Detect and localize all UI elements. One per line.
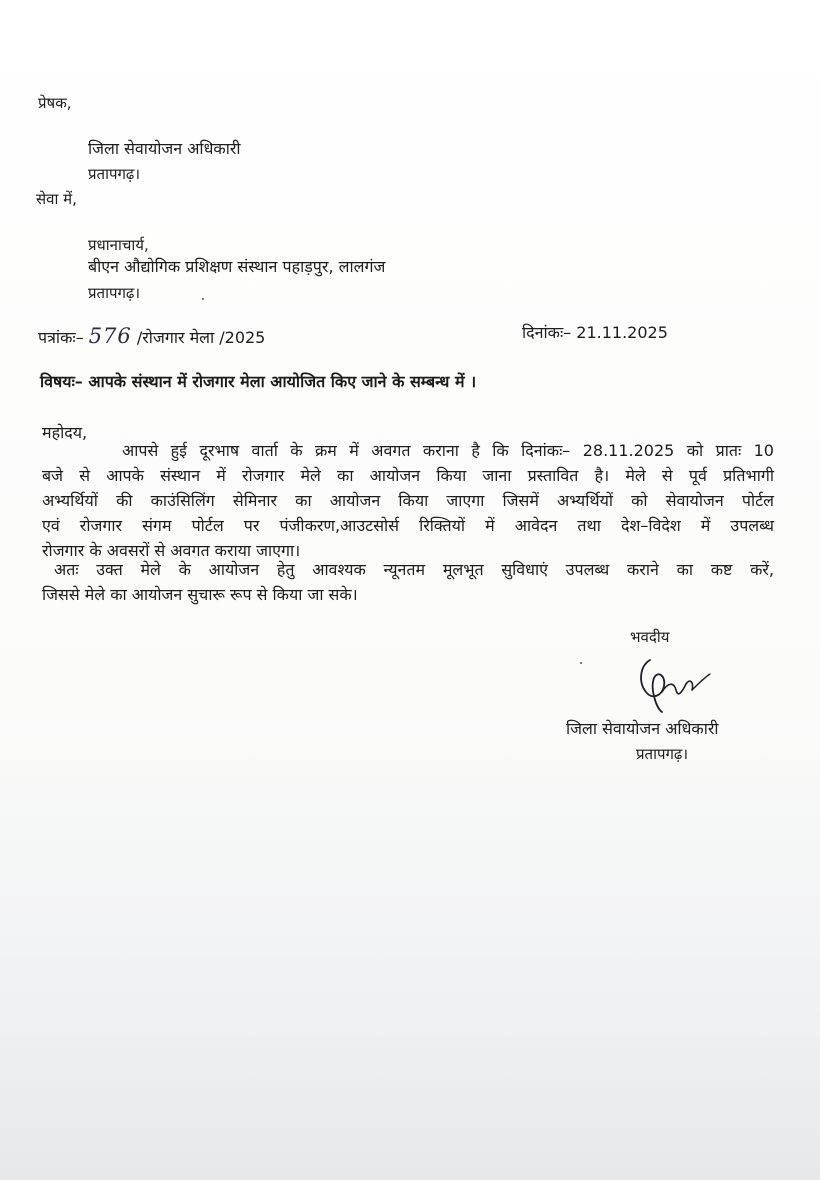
body-paragraph-1 xyxy=(42,438,774,563)
closing-location: प्रतापगढ़। xyxy=(636,745,689,763)
reference-suffix: /रोजगार मेला /2025 xyxy=(136,328,266,347)
paragraph-line: बजे से आपके संस्थान में रोजगार मेले का आयोजन किया जाना प्रस्तावित है। मेले से पूर्व प्रतिभागी xyxy=(42,466,774,485)
recipient-designation: प्रधानाचार्य, xyxy=(88,236,149,254)
body-paragraph-2 xyxy=(42,557,774,607)
subject-line: विषयः– आपके संस्थान में रोजगार मेला आयोजित किए जाने के सम्बन्ध में । xyxy=(40,372,477,391)
recipient-location: प्रतापगढ़। xyxy=(88,284,141,302)
paragraph-line: आपसे हुई दूरभाष वार्ता के क्रम में अवगत कराना है कि दिनांकः– 28.11.2025 को प्रातः 10 xyxy=(122,441,774,460)
sender-label: प्रेषक, xyxy=(38,94,72,112)
sender-location: प्रतापगढ़। xyxy=(88,165,141,183)
recipient-institution: बीएन औद्योगिक प्रशिक्षण संस्थान पहाड़पुर, लालगंज xyxy=(88,257,386,276)
reference-line xyxy=(38,325,265,349)
paragraph-line: अतः उक्त मेले के आयोजन हेतु आवश्यक न्यूनतम मूलभूत सुविधाएं उपलब्ध कराने का कष्ट करें, xyxy=(54,560,774,579)
reference-number: 576 xyxy=(88,324,132,348)
handwritten-signature xyxy=(636,652,716,716)
closing-designation: जिला सेवायोजन अधिकारी xyxy=(566,719,719,738)
reference-label: पत्रांकः– xyxy=(38,328,84,347)
date-value: 21.11.2025 xyxy=(576,323,668,342)
valediction: भवदीय xyxy=(630,628,670,646)
date-label: दिनांकः– xyxy=(522,323,572,342)
paragraph-line: एवं रोजगार संगम पोर्टल पर पंजीकरण,आउटसोर्स रिक्तियों में आवेदन तथा देश–विदेश में उपलब्ध xyxy=(42,516,774,535)
paragraph-line: जिससे मेले का आयोजन सुचारू रूप से किया जा सके। xyxy=(42,585,358,604)
sender-designation: जिला सेवायोजन अधिकारी xyxy=(88,139,241,158)
stray-mark xyxy=(580,662,582,664)
salutation: महोदय, xyxy=(42,423,88,442)
date-line xyxy=(522,322,668,344)
paragraph-line: अभ्यर्थियों की काउंसिलिंग सेमिनार का आयोजन किया जाएगा जिसमें अभ्यर्थियों को सेवायोजन पोर्टल xyxy=(42,491,774,510)
paragraph-line: रोजगार के अवसरों से अवगत कराया जाएगा। xyxy=(42,541,301,560)
recipient-label: सेवा में, xyxy=(36,190,77,208)
stray-mark xyxy=(202,298,204,300)
